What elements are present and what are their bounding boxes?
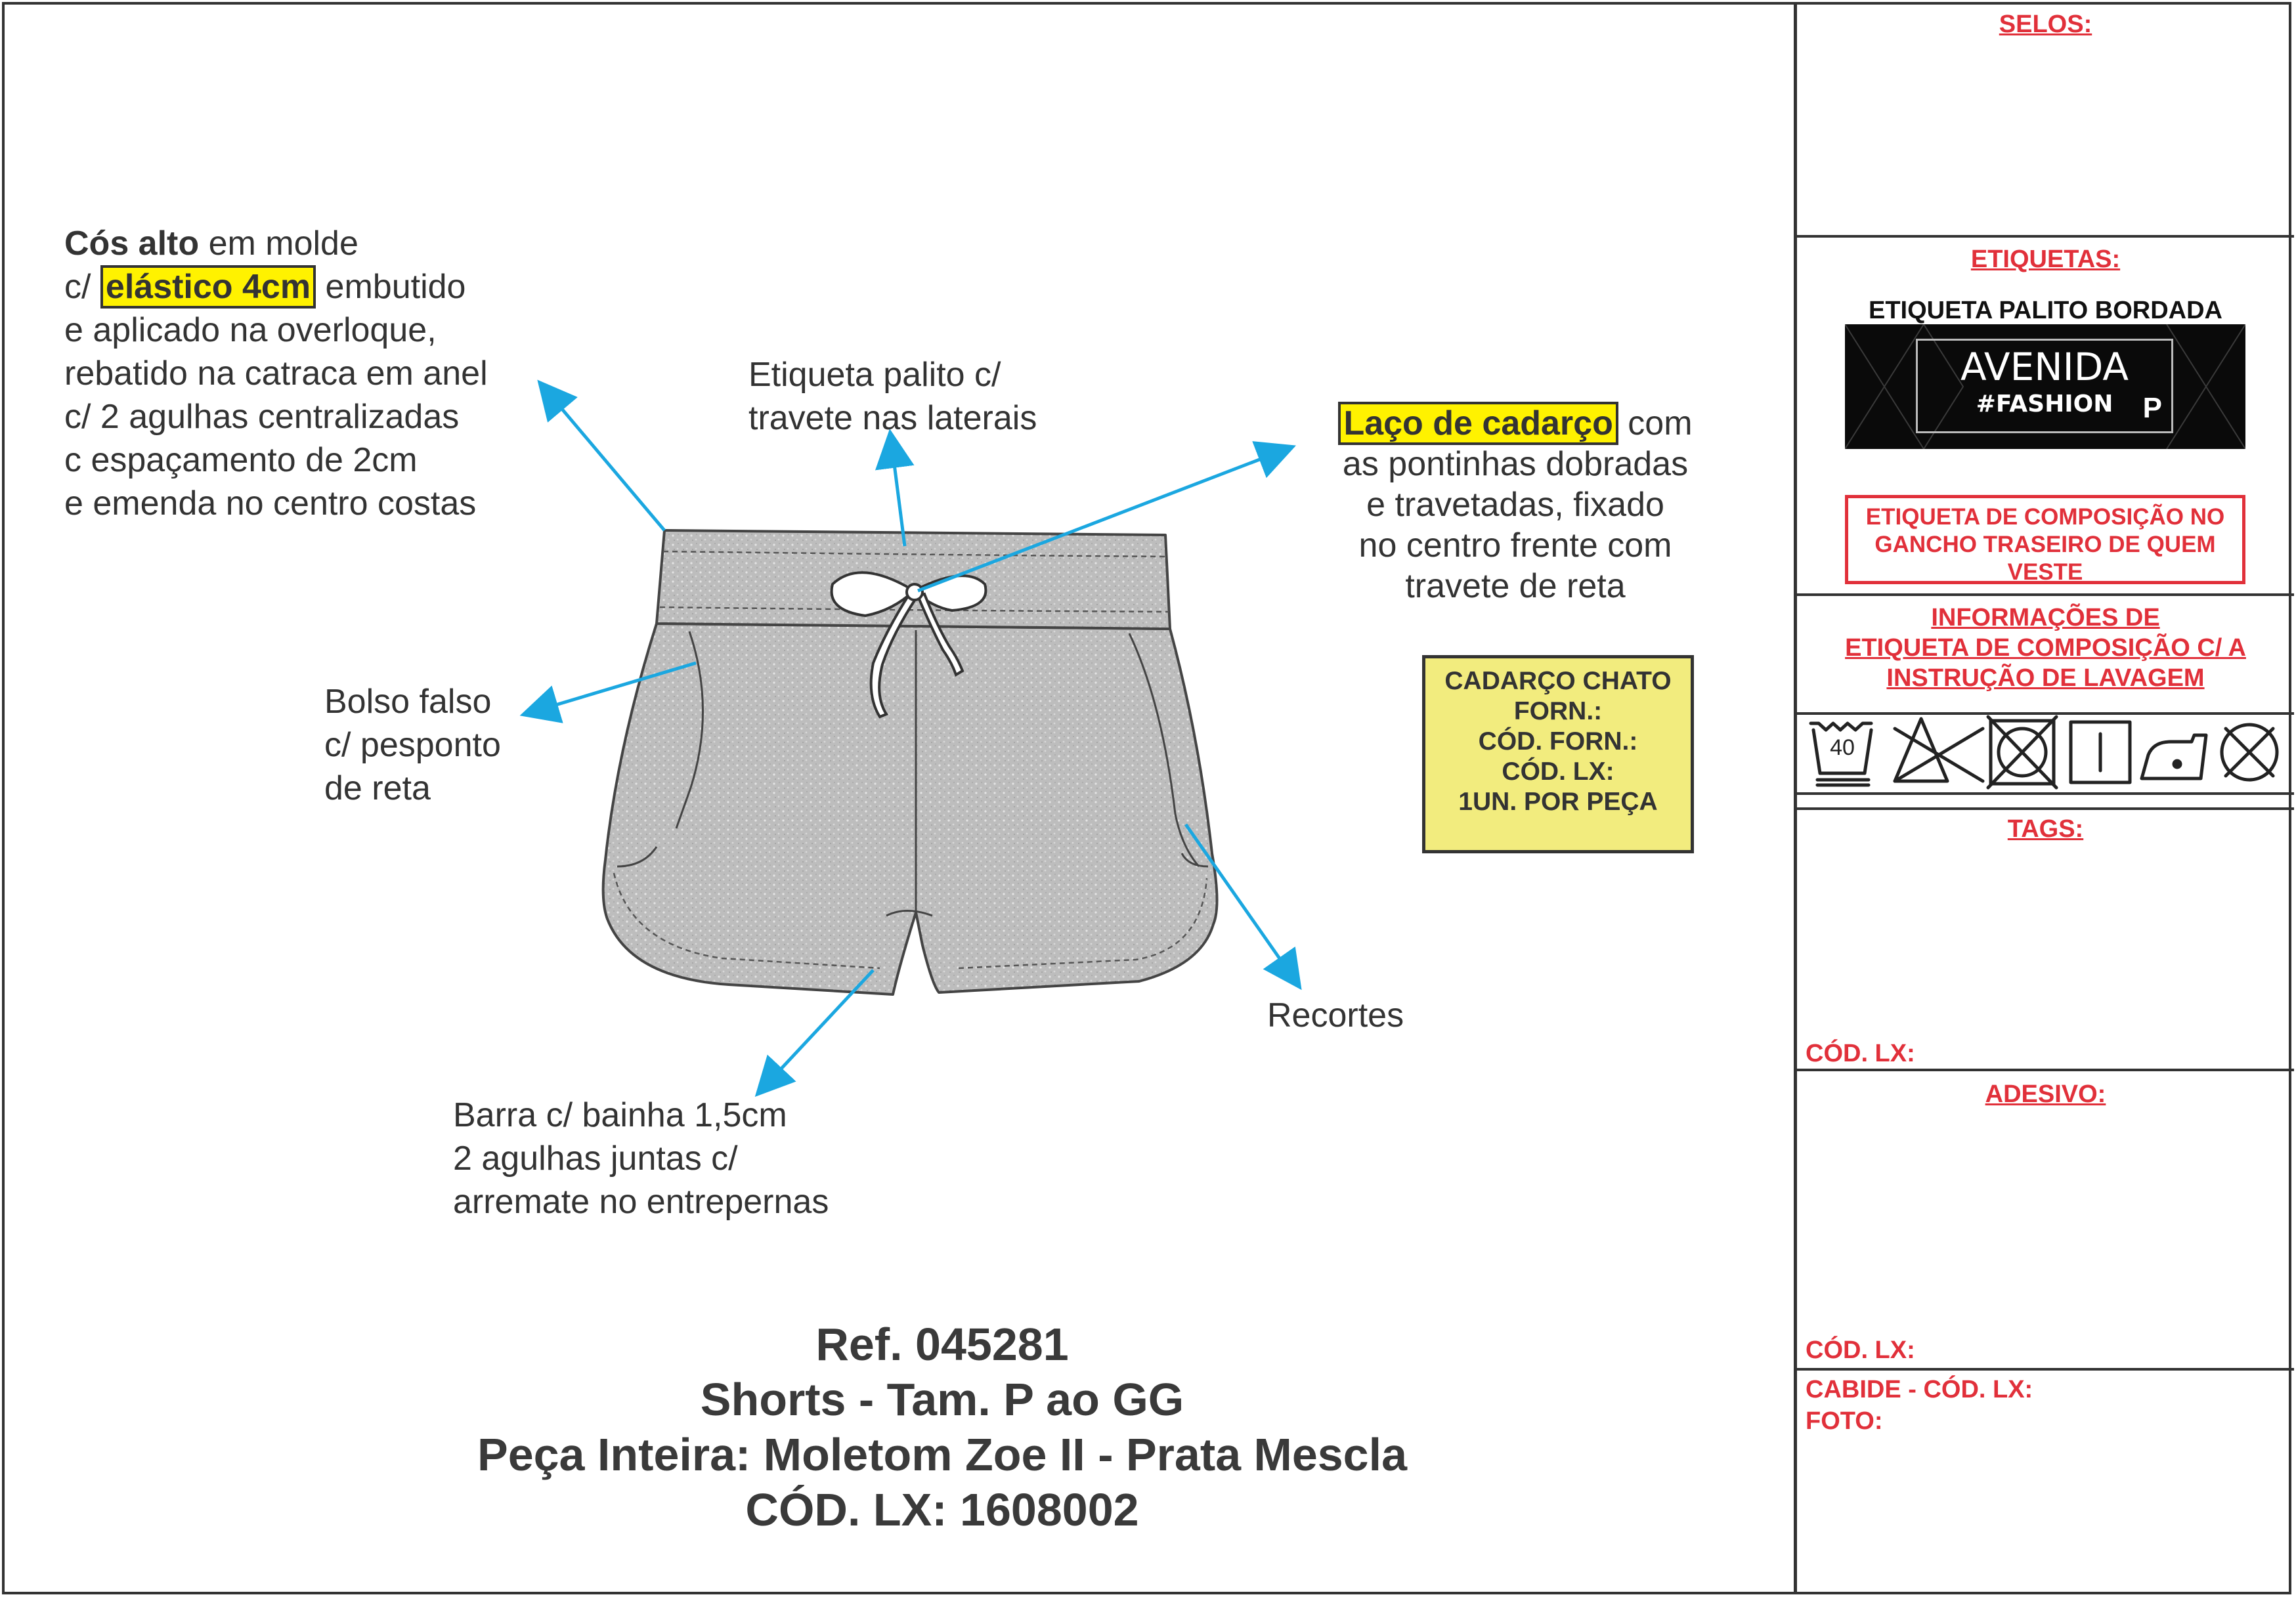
note-line: arremate no entrepernas [453, 1183, 829, 1221]
waistband-note [64, 222, 488, 525]
arrow-drawstring [918, 449, 1287, 591]
divider [1797, 792, 2294, 795]
note-line: de reta [324, 769, 431, 807]
product-ref: Ref. 045281 [815, 1319, 1069, 1370]
arrow-cutouts [1186, 824, 1296, 982]
product-code: CÓD. LX: 1608002 [745, 1484, 1139, 1535]
woven-size: P [2142, 392, 2162, 424]
note-text: embutido [316, 268, 466, 306]
note-line: as pontinhas dobradas [1342, 445, 1689, 483]
note-text: com [1618, 404, 1693, 442]
divider [1797, 593, 2294, 596]
care-info-heading [1797, 603, 2294, 693]
product-title-block [368, 1317, 1517, 1537]
note-line: rebatido na catraca em anel [64, 354, 488, 393]
adesivo-code: CÓD. LX: [1806, 1336, 1915, 1364]
foto-label: FOTO: [1806, 1407, 1883, 1435]
woven-label-image [1845, 324, 2245, 449]
spec-line: FORN.: [1513, 697, 1603, 725]
arrow-pocket [529, 663, 696, 713]
divider [1797, 807, 2294, 810]
spec-line: 1UN. POR PEÇA [1458, 788, 1658, 816]
note-line: c/ pesponto [324, 726, 501, 764]
tags-heading: TAGS: [2007, 815, 2084, 843]
note-text: c/ [64, 268, 100, 306]
product-name: Shorts - Tam. P ao GG [700, 1374, 1184, 1425]
etiquetas-heading: ETIQUETAS: [1970, 245, 2121, 273]
tags-code: CÓD. LX: [1806, 1040, 1915, 1067]
elastic-highlight: elástico 4cm [100, 265, 316, 309]
note-line: c/ 2 agulhas centralizadas [64, 398, 460, 436]
note-line: Bolso falso [324, 683, 492, 721]
divider [1797, 712, 2294, 715]
note-line: 2 agulhas juntas c/ [453, 1140, 738, 1178]
note-line [64, 222, 488, 265]
note-line [64, 265, 488, 309]
spec-line: CÓD. LX: [1502, 757, 1614, 786]
arrow-hem [762, 970, 873, 1090]
woven-brand: AVENIDA [1960, 345, 2129, 389]
care-info-line: INFORMAÇÕES DE [1931, 604, 2160, 631]
divider [1797, 1368, 2294, 1371]
note-line: e aplicado na overloque, [64, 311, 437, 349]
woven-tagline: #FASHION [1976, 391, 2113, 417]
composition-line: ETIQUETA DE COMPOSIÇÃO NO [1865, 504, 2225, 530]
note-line: c espaçamento de 2cm [64, 441, 418, 479]
note-line [1312, 403, 1719, 444]
wash-temp: 40 [1830, 735, 1855, 760]
drawstring-highlight: Laço de cadarço [1338, 402, 1618, 445]
cutouts-note [1267, 994, 1404, 1037]
pocket-note [324, 680, 501, 810]
drawstring-spec-box [1422, 655, 1694, 853]
note-text: em molde [199, 224, 358, 263]
note-line: e emenda no centro costas [64, 484, 477, 522]
label-caption: ETIQUETA PALITO BORDADA [1868, 297, 2223, 324]
note-line: Recortes [1267, 996, 1404, 1034]
label-note [748, 353, 1037, 440]
composition-line: VESTE [2007, 559, 2083, 585]
note-line: Etiqueta palito c/ [748, 356, 1001, 394]
care-info-line: ETIQUETA DE COMPOSIÇÃO C/ A [1845, 634, 2246, 662]
care-info-line: INSTRUÇÃO DE LAVAGEM [1886, 664, 2205, 692]
adesivo-heading: ADESIVO: [1985, 1080, 2106, 1108]
note-bold: Cós alto [64, 224, 200, 263]
spec-line: CÓD. FORN.: [1478, 727, 1638, 756]
composition-note [1845, 495, 2245, 584]
note-line: travete de reta [1405, 567, 1626, 605]
note-line: e travetadas, fixado [1366, 486, 1664, 524]
spec-line: CADARÇO CHATO [1444, 667, 1672, 695]
drawstring-note [1312, 403, 1719, 607]
note-line: no centro frente com [1358, 526, 1672, 565]
arrow-waistband [544, 387, 664, 530]
woven-label-frame [1916, 339, 2173, 433]
note-line: Barra c/ bainha 1,5cm [453, 1096, 787, 1134]
product-fabric: Peça Inteira: Moletom Zoe II - Prata Mescla [477, 1429, 1407, 1480]
composition-line: GANCHO TRASEIRO DE QUEM [1874, 532, 2216, 557]
cabide-code: CABIDE - CÓD. LX: [1806, 1376, 2033, 1403]
hem-note [453, 1094, 829, 1224]
selos-heading: SELOS: [1999, 11, 2092, 38]
note-line: travete nas laterais [748, 399, 1037, 437]
arrow-label [891, 438, 905, 546]
divider [1797, 235, 2294, 238]
divider [1797, 1069, 2294, 1071]
